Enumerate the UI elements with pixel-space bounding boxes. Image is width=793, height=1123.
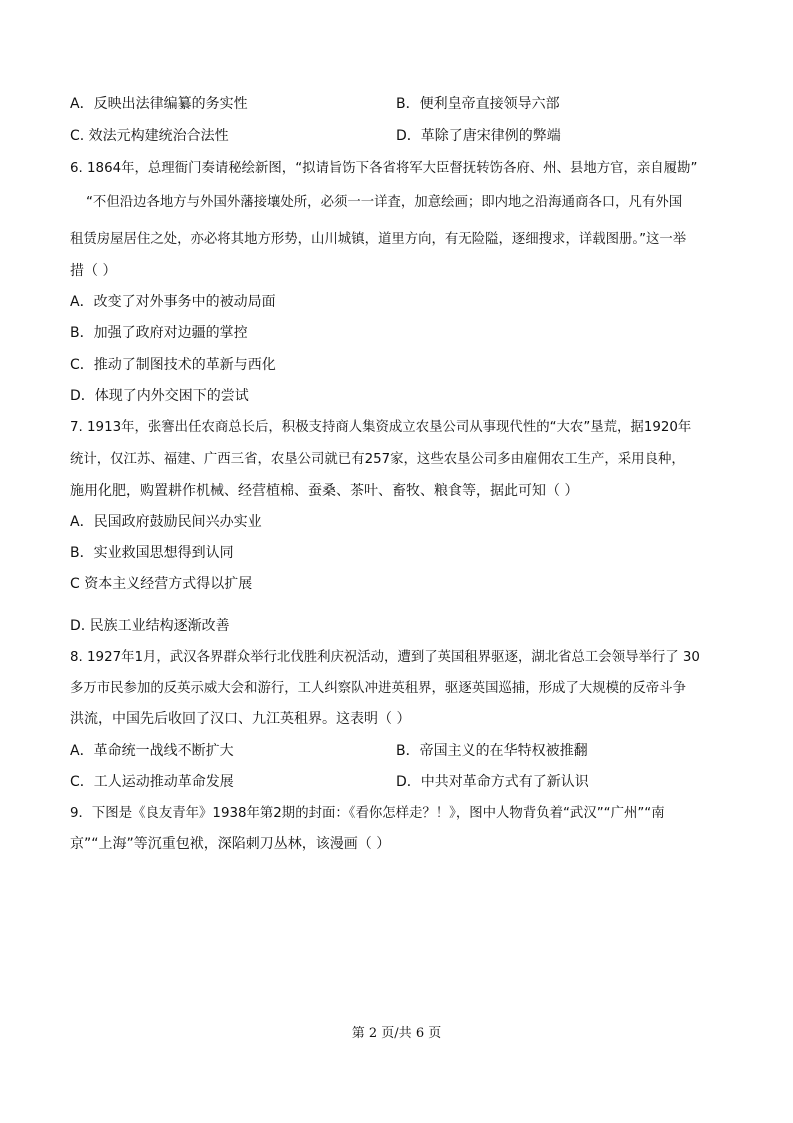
q6-stem-line-4: 措（ ） bbox=[70, 263, 117, 279]
q8-option-b: B．帝国主义的在华特权被推翻 bbox=[396, 743, 588, 759]
page-footer: 第 2 页/共 6 页 bbox=[351, 1026, 442, 1041]
q7-option-d: D. 民族工业结构逐渐改善 bbox=[70, 618, 230, 634]
q7-option-b: B．实业救国思想得到认同 bbox=[70, 545, 234, 561]
q8-stem-line-1: 8. 1927年1月，武汉各界群众举行北伐胜利庆祝活动，遭到了英国租界驱逐，湖北省总工会领导举行了 30 bbox=[70, 650, 700, 665]
q5-option-a: A．反映出法律编纂的务实性 bbox=[70, 96, 248, 112]
q9-stem-line-2: 京”“上海”等沉重包袱，深陷刺刀丛林，该漫画（ ） bbox=[70, 836, 391, 852]
q8-option-a: A．革命统一战线不断扩大 bbox=[70, 743, 234, 759]
q7-option-c: C 资本主义经营方式得以扩展 bbox=[70, 576, 253, 592]
q8-stem-line-2: 多万市民参加的反英示威大会和游行，工人纠察队冲进英租界，驱逐英国巡捕，形成了大规模的反帝斗争 bbox=[70, 681, 686, 696]
q9-stem-line-1: 9．下图是《良友青年》1938年第2期的封面：《看你怎样走？！》，图中人物背负着“武汉”“广州”“南 bbox=[70, 806, 665, 821]
q5-option-d: D．革除了唐宋律例的弊端 bbox=[396, 128, 561, 144]
q6-option-c: C．推动了制图技术的革新与西化 bbox=[70, 357, 276, 373]
q6-stem-line-3: 租赁房屋居住之处，亦必将其地方形势，山川城镇，道里方向，有无险隘，逐细搜求，详载图册。”这一举 bbox=[70, 232, 687, 247]
q6-option-a: A．改变了对外事务中的被动局面 bbox=[70, 294, 276, 310]
q6-stem-line-1: 6. 1864年，总理衙门奏请秘绘新图，“拟请旨饬下各省将军大臣督抚转饬各府、州、县地方官，亲自履勘” bbox=[70, 161, 698, 176]
q6-option-b: B．加强了政府对边疆的掌控 bbox=[70, 325, 248, 341]
q5-option-b: B．便利皇帝直接领导六部 bbox=[396, 96, 560, 112]
q6-stem-line-2: “不但沿边各地方与外国外藩接壤处所，必须一一详査，加意绘画；即内地之沿海通商各口，凡有外国 bbox=[86, 195, 683, 210]
q8-option-c: C．工人运动推动革命发展 bbox=[70, 774, 234, 790]
q7-stem-line-2: 统计，仅江苏、福建、广西三省，农垦公司就已有257家，这些农垦公司多由雇佣农工生产，采用良种， bbox=[70, 452, 685, 467]
q8-option-d: D．中共对革命方式有了新认识 bbox=[396, 774, 589, 790]
q6-option-d: D．体现了内外交困下的尝试 bbox=[70, 388, 249, 404]
q7-option-a: A．民国政府鼓励民间兴办实业 bbox=[70, 514, 262, 530]
q7-stem-line-1: 7. 1913年，张謇出任农商总长后，积极支持商人集资成立农垦公司从事现代性的“大农”垦荒，据1920年 bbox=[70, 420, 692, 435]
q5-option-c: C. 效法元构建统治合法性 bbox=[70, 128, 229, 144]
q7-stem-line-3: 施用化肥，购置耕作机械、经营植棉、蚕桑、茶叶、畜牧、粮食等，据此可知（ ） bbox=[70, 483, 579, 499]
q8-stem-line-3: 洪流，中国先后收回了汉口、九江英租界。这表明（ ） bbox=[70, 711, 411, 727]
